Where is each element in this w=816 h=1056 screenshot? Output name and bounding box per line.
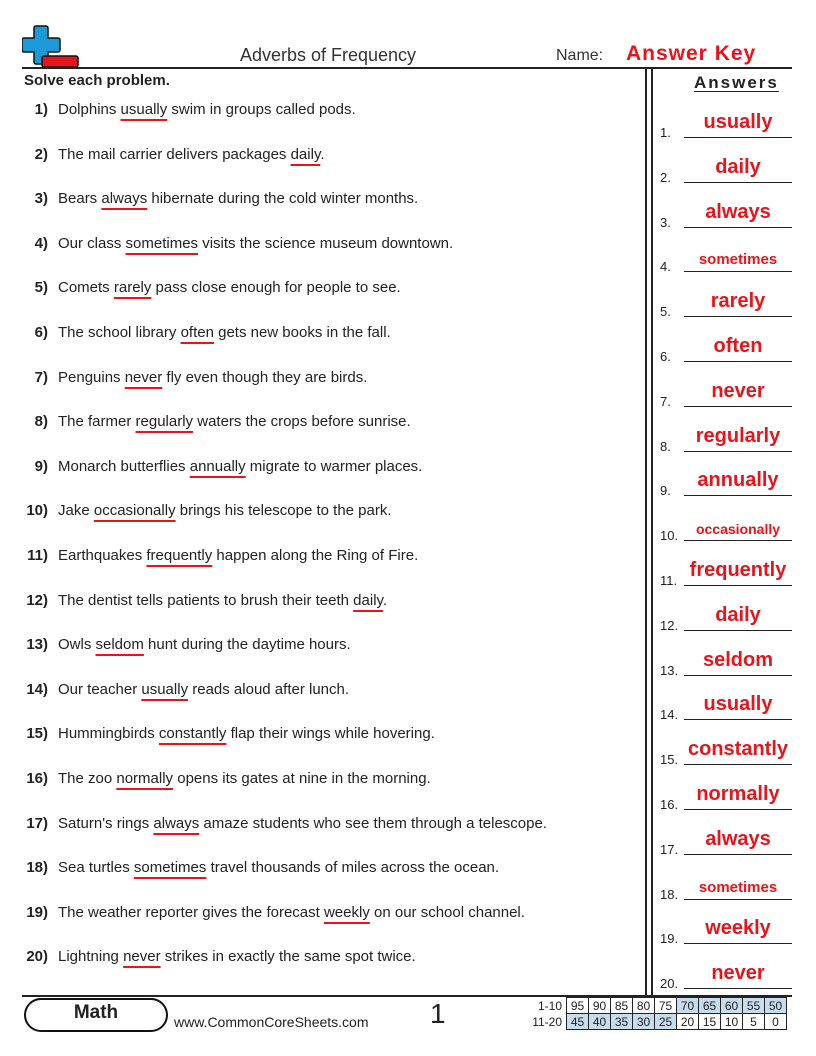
sentence-end: strikes in exactly the same spot twice.: [160, 948, 416, 966]
answer-item: [658, 334, 798, 364]
answer-word: daily: [715, 603, 761, 626]
problem-item: [0, 636, 640, 660]
answer-line: [684, 137, 792, 138]
sentence-start: Penguins: [58, 368, 125, 386]
problem-item: [0, 592, 640, 616]
answer-item: [658, 603, 798, 633]
answer-word: always: [705, 827, 771, 850]
problem-number: 3): [34, 190, 48, 208]
answer-number: 7.: [660, 393, 671, 409]
sentence-end: fly even though they are birds.: [162, 368, 368, 386]
score-cell: 35: [611, 1014, 633, 1030]
answer-item: [658, 916, 798, 946]
problem-item: [0, 279, 640, 303]
sentence-start: Hummingbirds: [58, 725, 159, 743]
problem-item: [0, 413, 640, 437]
sentence-end: .: [320, 145, 325, 163]
answer-line: [684, 630, 792, 631]
answer-line: [684, 809, 792, 810]
problem-text: [58, 413, 411, 430]
answer-line: [684, 361, 792, 362]
problem-text: [58, 458, 422, 475]
score-row: [526, 998, 787, 1014]
sentence-end: travel thousands of miles across the ocean.: [206, 859, 500, 877]
answer-word: normally: [696, 783, 780, 805]
sentence-end: .: [382, 591, 388, 609]
problem-item: [0, 324, 640, 348]
problem-text: [58, 547, 418, 564]
sentence-end: pass close enough for people to see.: [151, 279, 401, 297]
sentence-end: brings his telescope to the park.: [175, 502, 392, 520]
score-cell: 90: [589, 998, 611, 1014]
answer-word: always: [705, 200, 771, 223]
sentence-start: Dolphins: [58, 101, 121, 118]
sentence-start: The school library: [58, 324, 181, 341]
problem-text: [58, 235, 453, 252]
answer-item: [658, 379, 798, 409]
answer-line: [684, 451, 792, 452]
problem-text: [58, 146, 325, 163]
sentence-start: Jake: [58, 502, 94, 520]
column-divider: [651, 68, 653, 995]
answer-word: often: [713, 335, 763, 357]
answer-word: usually: [703, 693, 773, 716]
problem-number: 13): [26, 636, 48, 654]
sentence-end: on our school channel.: [369, 903, 525, 921]
answer-word: never: [711, 962, 765, 985]
answer-number: 4.: [660, 259, 671, 275]
answer-number: 19.: [660, 931, 679, 947]
problem-text: [58, 770, 431, 787]
answer-word: daily: [715, 155, 761, 178]
answer-item: [658, 468, 798, 498]
worksheet-title: Adverbs of Frequency: [239, 45, 417, 65]
answer-line: [684, 406, 792, 407]
answer-number: 8.: [660, 438, 671, 454]
problem-item: [0, 904, 640, 928]
answer-number: 17.: [660, 841, 679, 857]
problem-text: [58, 190, 418, 207]
sentence-start: The zoo: [58, 770, 117, 787]
problem-text: [58, 815, 547, 832]
problem-text: [58, 948, 416, 965]
answer-line: [684, 854, 792, 855]
answer-number: 2.: [660, 169, 671, 185]
site-url: www.CommonCoreSheets.com: [174, 1014, 369, 1030]
adverb-underlined: always: [101, 190, 148, 208]
score-cell: 85: [611, 998, 633, 1014]
sentence-end: happen along the Ring of Fire.: [212, 547, 419, 564]
adverb-underlined: occasionally: [93, 502, 176, 520]
sentence-end: amaze students who see them through a telescope.: [199, 814, 547, 832]
answer-line: [684, 316, 792, 317]
adverb-underlined: constantly: [158, 725, 227, 743]
problem-text: [58, 592, 387, 609]
answer-line: [684, 495, 792, 496]
problem-number: 15): [26, 725, 48, 743]
answers-heading: Answers: [694, 73, 779, 92]
score-cell: 50: [765, 998, 787, 1014]
score-cell: 15: [699, 1014, 721, 1030]
problem-number: 12): [26, 591, 48, 609]
answer-word: usually: [703, 111, 773, 133]
answer-line: [684, 675, 792, 676]
problem-item: [0, 146, 640, 170]
problem-number: 14): [26, 680, 48, 698]
adverb-underlined: daily: [353, 591, 383, 609]
score-cell: 25: [655, 1014, 677, 1030]
problem-item: [0, 725, 640, 749]
adverb-underlined: normally: [116, 770, 174, 787]
problem-number: 7): [34, 368, 48, 386]
answer-item: [658, 782, 798, 812]
adverb-underlined: never: [124, 368, 163, 386]
sentence-start: Owls: [58, 636, 96, 654]
problem-text: [58, 681, 349, 698]
adverb-underlined: annually: [189, 457, 246, 475]
answer-word: regularly: [695, 424, 781, 447]
problem-text: [58, 369, 367, 386]
answer-line: [684, 271, 792, 272]
adverb-underlined: sometimes: [133, 859, 207, 877]
answer-item: [658, 155, 798, 185]
answer-item: [658, 737, 798, 767]
score-cell: 30: [633, 1014, 655, 1030]
adverb-underlined: never: [123, 948, 161, 966]
adverb-underlined: rarely: [113, 279, 152, 297]
problem-number: 18): [26, 859, 48, 877]
score-row: [526, 1014, 787, 1030]
problem-item: [0, 190, 640, 214]
problem-item: [0, 235, 640, 259]
problem-item: [0, 547, 640, 571]
sentence-start: Earthquakes: [58, 547, 147, 564]
adverb-underlined: sometimes: [125, 234, 199, 252]
sentence-start: Our teacher: [58, 680, 142, 698]
answer-word: sometimes: [698, 878, 778, 896]
problem-item: [0, 681, 640, 705]
sentence-end: hibernate during the cold winter months.: [147, 190, 419, 208]
answer-number: 3.: [660, 214, 671, 230]
sentence-start: Bears: [58, 190, 102, 208]
answer-item: [658, 424, 798, 454]
problem-number: 19): [26, 903, 48, 921]
answer-number: 10.: [660, 528, 679, 544]
problem-text: [58, 279, 401, 296]
answer-line: [684, 719, 792, 720]
adverb-underlined: daily: [290, 145, 321, 163]
problem-item: [0, 458, 640, 482]
problem-item: [0, 369, 640, 393]
answer-number: 12.: [660, 617, 679, 633]
answer-line: [684, 899, 792, 900]
answer-item: [658, 513, 798, 543]
answer-item: [658, 200, 798, 230]
answer-number: 14.: [660, 707, 679, 723]
answer-item: [658, 692, 798, 722]
answer-item: [658, 648, 798, 678]
answer-number: 6.: [660, 349, 671, 364]
score-cell: 65: [699, 998, 721, 1014]
answer-line: [684, 943, 792, 944]
problem-text: [58, 101, 356, 118]
adverb-underlined: frequently: [146, 547, 213, 564]
sentence-start: Lightning: [58, 948, 124, 966]
sentence-start: Our class: [58, 234, 126, 252]
problem-number: 16): [26, 770, 48, 787]
answer-word: weekly: [705, 917, 771, 940]
sentence-end: migrate to warmer places.: [245, 457, 423, 475]
answer-word: frequently: [689, 559, 787, 581]
instructions: Solve each problem.: [24, 72, 170, 89]
sentence-start: The weather reporter gives the forecast: [58, 903, 324, 921]
answer-number: 16.: [660, 797, 679, 812]
score-cell: 70: [677, 998, 699, 1014]
problem-text: [58, 725, 435, 742]
score-cell: 75: [655, 998, 677, 1014]
sentence-end: swim in groups called pods.: [167, 101, 356, 118]
problem-item: [0, 502, 640, 526]
adverb-underlined: usually: [141, 680, 189, 698]
answer-number: 13.: [660, 662, 679, 678]
problem-item: [0, 101, 640, 125]
problem-text: [58, 636, 351, 653]
answer-word: never: [711, 379, 765, 402]
problem-number: 20): [26, 948, 48, 966]
answer-number: 5.: [660, 304, 671, 320]
problem-number: 17): [26, 814, 48, 832]
score-cell: 10: [721, 1014, 743, 1030]
sentence-end: reads aloud after lunch.: [188, 680, 350, 698]
adverb-underlined: always: [153, 814, 200, 832]
sentence-start: The dentist tells patients to brush their teeth: [58, 591, 354, 609]
answer-line: [684, 764, 792, 765]
sentence-end: flap their wings while hovering.: [226, 725, 435, 743]
score-cell: 5: [743, 1014, 765, 1030]
sentence-end: hunt during the daytime hours.: [143, 636, 351, 654]
answer-word: seldom: [702, 648, 774, 671]
score-cell: 55: [743, 998, 765, 1014]
problem-text: [58, 324, 391, 341]
problem-text: [58, 859, 499, 876]
adverb-underlined: weekly: [323, 903, 370, 921]
problem-number: 5): [34, 279, 48, 297]
answer-line: [684, 585, 792, 586]
answer-number: 11.: [660, 573, 678, 588]
score-cell: 0: [765, 1014, 787, 1030]
answer-word: constantly: [687, 738, 789, 761]
sentence-end: visits the science museum downtown.: [198, 234, 454, 252]
problem-text: [58, 904, 525, 921]
page-number: 1: [430, 998, 446, 1029]
score-cell: 20: [677, 1014, 699, 1030]
answer-number: 20.: [660, 976, 679, 992]
answer-item: [658, 558, 798, 588]
answer-item: [658, 961, 798, 991]
problem-number: 1): [34, 101, 48, 118]
problem-item: [0, 859, 640, 883]
answer-word: occasionally: [695, 521, 781, 538]
name-label: Name:: [556, 47, 604, 64]
answer-line: [684, 227, 792, 228]
subject-label: Math: [73, 1002, 119, 1023]
answer-item: [658, 827, 798, 857]
answer-item: [658, 244, 798, 274]
answer-word: sometimes: [698, 251, 778, 269]
sentence-end: opens its gates at nine in the morning.: [173, 770, 431, 787]
score-row-label: 11-20: [532, 1014, 562, 1029]
score-table: [526, 997, 787, 1030]
answer-line: [684, 988, 792, 989]
problem-item: [0, 815, 640, 839]
problem-number: 11): [27, 547, 48, 564]
score-cell: 60: [721, 998, 743, 1014]
problem-text: [58, 502, 392, 519]
answer-word: annually: [697, 469, 779, 492]
answer-line: [684, 540, 792, 541]
problem-number: 9): [34, 457, 48, 475]
answer-number: 9.: [660, 483, 671, 499]
problem-number: 8): [34, 413, 48, 431]
sentence-start: Monarch butterflies: [58, 457, 190, 475]
adverb-underlined: often: [180, 324, 214, 341]
sentence-end: waters the crops before sunrise.: [193, 413, 411, 431]
adverb-underlined: usually: [120, 101, 168, 118]
column-divider: [645, 68, 647, 995]
score-cell: 40: [589, 1014, 611, 1030]
problem-item: [0, 770, 640, 794]
problem-item: [0, 948, 640, 972]
score-row-label: 1-10: [537, 998, 562, 1013]
answer-number: 18.: [660, 886, 679, 902]
answer-key-label: Answer Key: [626, 42, 757, 65]
problem-number: 2): [34, 145, 48, 163]
answer-word: rarely: [710, 290, 766, 313]
top-rule: [22, 67, 792, 69]
answer-item: [658, 289, 798, 319]
problem-number: 4): [34, 234, 48, 252]
sentence-end: gets new books in the fall.: [213, 324, 391, 341]
answer-item: [658, 110, 798, 140]
answer-number: 1.: [660, 125, 671, 140]
sentence-start: Comets: [58, 279, 114, 297]
problem-number: 10): [26, 502, 48, 520]
sentence-start: The farmer: [58, 413, 136, 431]
sentence-start: Saturn's rings: [58, 814, 154, 832]
score-cell: 80: [633, 998, 655, 1014]
score-cell: 45: [567, 1014, 589, 1030]
answer-number: 15.: [660, 752, 679, 768]
adverb-underlined: seldom: [95, 636, 144, 654]
answer-item: [658, 872, 798, 902]
answer-line: [684, 182, 792, 183]
sentence-start: Sea turtles: [58, 859, 134, 877]
score-cell: 95: [567, 998, 589, 1014]
problem-number: 6): [34, 324, 48, 341]
sentence-start: The mail carrier delivers packages: [58, 145, 291, 163]
adverb-underlined: regularly: [135, 413, 194, 431]
